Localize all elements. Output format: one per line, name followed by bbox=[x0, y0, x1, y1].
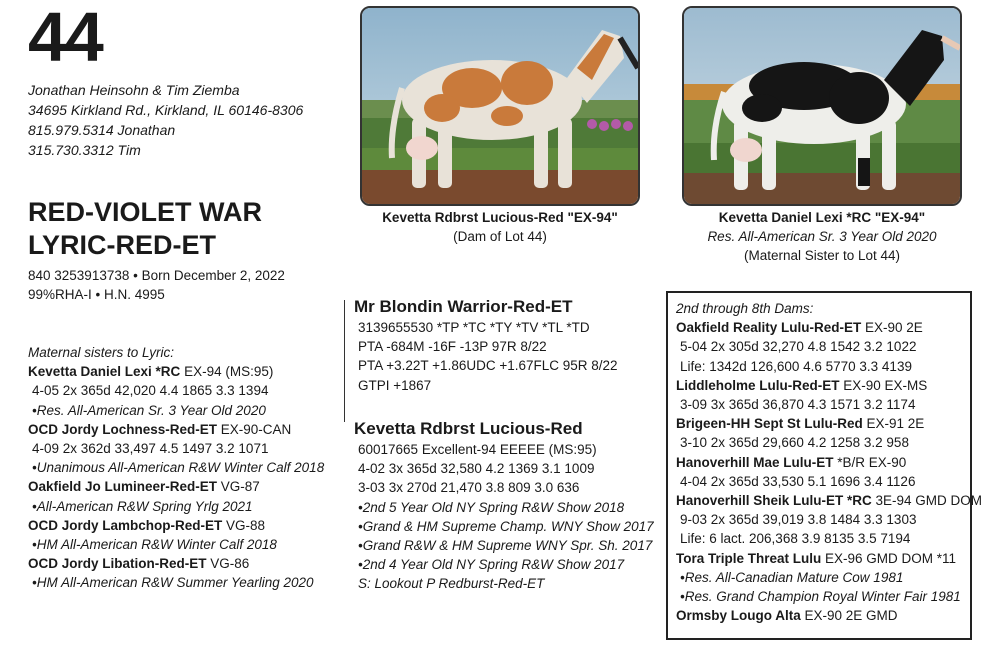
maternal-sisters-heading: Maternal sisters to Lyric: bbox=[28, 345, 175, 360]
dams-box-heading: 2nd through 8th Dams: bbox=[676, 301, 814, 316]
sister-photo-title: Kevetta Daniel Lexi *RC "EX-94" bbox=[718, 210, 926, 225]
consignor-contact bbox=[28, 80, 303, 160]
pedigree-animal-name bbox=[676, 376, 970, 395]
pedigree-animal-name bbox=[28, 516, 324, 535]
animal-classification: EX-90 2E GMD bbox=[800, 608, 898, 624]
sire-section bbox=[354, 296, 618, 395]
dams-box bbox=[666, 291, 983, 640]
pedigree-animal-name bbox=[676, 318, 970, 337]
dams-list bbox=[676, 318, 983, 625]
animal-classification: EX-96 GMD DOM *11 bbox=[821, 550, 957, 566]
lot-number: 44 bbox=[28, 0, 102, 76]
record-line: 4-02 3x 365d 32,580 4.2 1369 3.1 1009 bbox=[358, 461, 595, 477]
animal-classification: 3E-94 GMD DOM bbox=[871, 493, 983, 509]
dam-record-list bbox=[354, 440, 654, 594]
dam-photo-title: Kevetta Rdbrst Lucious-Red "EX-94" bbox=[382, 210, 618, 225]
record-line: Life: 1342d 126,600 4.6 5770 3.3 4139 bbox=[680, 358, 912, 374]
pedigree-connector-line bbox=[344, 300, 345, 422]
maternal-sisters-list bbox=[28, 362, 324, 592]
sire-line: PTA +3.22T +1.86UDC +1.67FLC 95R 8/22 bbox=[358, 358, 618, 374]
sire-name: Mr Blondin Warrior-Red-ET bbox=[354, 297, 573, 316]
record-line: Life: 6 lact. 206,368 3.9 8135 3.5 7194 bbox=[680, 531, 911, 547]
pedigree-animal-name bbox=[676, 606, 970, 625]
registration-info bbox=[28, 266, 285, 304]
registration-line-1: 840 3253913738 • Born December 2, 2022 bbox=[28, 268, 285, 283]
animal-classification: EX-91 2E bbox=[862, 416, 925, 432]
animal-name-bold: OCD Jordy Lambchop-Red-ET bbox=[28, 517, 223, 533]
animal-name-bold: Liddleholme Lulu-Red-ET bbox=[676, 377, 840, 393]
animal-name-bold: Oakfield Reality Lulu-Red-ET bbox=[676, 320, 862, 336]
award-line: S: Lookout P Redburst-Red-ET bbox=[358, 576, 545, 592]
pedigree-animal-name bbox=[676, 491, 983, 510]
record-line: 4-05 2x 365d 42,020 4.4 1865 3.3 1394 bbox=[32, 383, 269, 399]
sire-line: 3139655530 *TP *TC *TY *TV *TL *TD bbox=[358, 320, 590, 335]
award-line: •HM All-American R&W Summer Yearling 2020 bbox=[32, 575, 314, 591]
dam-photo bbox=[360, 6, 640, 206]
award-line: •Grand & HM Supreme Champ. WNY Show 2017 bbox=[358, 518, 654, 534]
consignor-names: Jonathan Heinsohn & Tim Ziemba bbox=[28, 82, 240, 98]
animal-classification: EX-90 EX-MS bbox=[839, 377, 928, 393]
record-line: 4-09 2x 362d 33,497 4.5 1497 3.2 1071 bbox=[32, 441, 269, 457]
sire-line: PTA -684M -16F -13P 97R 8/22 bbox=[358, 339, 547, 355]
animal-name-bold: Brigeen-HH Sept St Lulu-Red bbox=[676, 416, 863, 432]
dam-section bbox=[354, 418, 654, 594]
animal-name-bold: Tora Triple Threat Lulu bbox=[676, 550, 822, 566]
consignor-address: 34695 Kirkland Rd., Kirkland, IL 60146-8306 bbox=[28, 102, 304, 118]
record-line: 5-04 2x 305d 32,270 4.8 1542 3.2 1022 bbox=[680, 339, 917, 355]
pedigree-animal-name bbox=[28, 362, 324, 381]
sire-line: GTPI +1867 bbox=[358, 377, 432, 393]
registration-line-2: 99%RHA-I • H.N. 4995 bbox=[28, 287, 165, 302]
record-line: 60017665 Excellent-94 EEEEE (MS:95) bbox=[358, 442, 597, 457]
award-line: •HM All-American R&W Winter Calf 2018 bbox=[32, 537, 277, 553]
award-line: •All-American R&W Spring Yrlg 2021 bbox=[32, 498, 253, 514]
consignor-phone-1: 815.979.5314 Jonathan bbox=[28, 122, 176, 138]
record-line: 3-09 3x 365d 36,870 4.3 1571 3.2 1174 bbox=[680, 397, 916, 413]
animal-name-bold: Ormsby Lougo Alta bbox=[676, 608, 801, 624]
animal-classification: *B/R EX-90 bbox=[833, 454, 907, 470]
pedigree-animal-name bbox=[28, 420, 324, 439]
sister-cow-image bbox=[684, 8, 960, 204]
pedigree-animal-name bbox=[676, 414, 970, 433]
award-line: •Res. All-Canadian Mature Cow 1981 bbox=[680, 569, 904, 585]
animal-classification: VG-88 bbox=[222, 517, 266, 533]
record-line: 9-03 2x 365d 39,019 3.8 1484 3.3 1303 bbox=[680, 512, 917, 528]
animal-name-bold: Kevetta Daniel Lexi *RC bbox=[28, 364, 181, 380]
record-line: 3-10 2x 365d 29,660 4.2 1258 3.2 958 bbox=[680, 435, 909, 451]
record-line: 4-04 2x 365d 33,530 5.1 1696 3.4 1126 bbox=[680, 473, 916, 489]
animal-classification: EX-90-CAN bbox=[217, 421, 292, 437]
maternal-sisters-section bbox=[28, 343, 324, 593]
animal-classification: EX-90 2E bbox=[861, 320, 923, 336]
animal-name bbox=[28, 196, 262, 262]
animal-name-line-2: LYRIC-RED-ET bbox=[28, 230, 217, 260]
record-line: 3-03 3x 270d 21,470 3.8 809 3.0 636 bbox=[358, 480, 580, 496]
animal-classification: VG-87 bbox=[217, 479, 260, 495]
dam-name: Kevetta Rdbrst Lucious-Red bbox=[354, 419, 583, 438]
animal-name-line-1: RED-VIOLET WAR bbox=[28, 197, 262, 227]
animal-name-bold: Oakfield Jo Lumineer-Red-ET bbox=[28, 479, 218, 495]
sister-photo-caption bbox=[680, 208, 964, 265]
sister-photo-award: Res. All-American Sr. 3 Year Old 2020 bbox=[707, 229, 937, 244]
animal-classification: VG-86 bbox=[206, 556, 250, 572]
award-line: •Res. Grand Champion Royal Winter Fair 1981 bbox=[680, 589, 961, 605]
award-line: •2nd 4 Year Old NY Spring R&W Show 2017 bbox=[358, 557, 625, 573]
animal-name-bold: OCD Jordy Libation-Red-ET bbox=[28, 556, 207, 572]
dam-cow-image bbox=[362, 8, 638, 204]
award-line: •2nd 5 Year Old NY Spring R&W Show 2018 bbox=[358, 499, 625, 515]
sister-photo bbox=[682, 6, 962, 206]
dam-photo-subtitle: (Dam of Lot 44) bbox=[453, 229, 547, 244]
award-line: •Unanimous All-American R&W Winter Calf 2018 bbox=[32, 460, 325, 476]
pedigree-animal-name bbox=[676, 549, 970, 568]
animal-name-bold: Hanoverhill Mae Lulu-ET bbox=[676, 454, 834, 470]
sister-photo-subtitle: (Maternal Sister to Lot 44) bbox=[743, 248, 901, 263]
award-line: •Res. All-American Sr. 3 Year Old 2020 bbox=[32, 402, 266, 418]
pedigree-animal-name bbox=[28, 477, 324, 496]
pedigree-animal-name bbox=[28, 554, 324, 573]
animal-name-bold: Hanoverhill Sheik Lulu-ET *RC bbox=[676, 493, 872, 509]
award-line: •Grand R&W & HM Supreme WNY Spr. Sh. 2017 bbox=[358, 538, 653, 554]
animal-classification: EX-94 (MS:95) bbox=[180, 364, 274, 380]
dam-photo-caption bbox=[360, 208, 640, 246]
consignor-phone-2: 315.730.3312 Tim bbox=[28, 142, 141, 158]
pedigree-animal-name bbox=[676, 453, 970, 472]
animal-name-bold: OCD Jordy Lochness-Red-ET bbox=[28, 421, 218, 437]
